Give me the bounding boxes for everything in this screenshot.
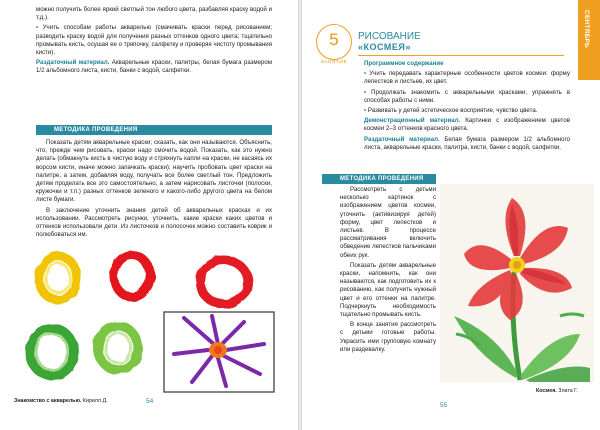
method-paragraph-2: В заключение уточнить знания детей об акварельных красках и их использовании. Рассмотреть рисунки, уточнить, какие краски каких цветов и оттенков использовали дети. Из листочков и полосочек можно составить коврик и полюбоваться им. — [36, 206, 272, 239]
bullet-icon: • — [364, 88, 367, 96]
method-text — [36, 139, 272, 241]
program-item — [364, 70, 570, 86]
lesson-number: 5 — [329, 30, 339, 49]
materials-label: Раздаточный материал. — [36, 59, 110, 67]
title-divider — [358, 55, 564, 56]
method-text — [340, 186, 436, 356]
rings-illustration — [12, 244, 282, 394]
program-item-text: Развивать у детей эстетическое восприятие, чувство цвета. — [367, 107, 538, 115]
program-item-text: Продолжать знакомить с акварельными красками, упражнять в способах работы с ними. — [364, 88, 570, 104]
lesson-title: РИСОВАНИЕ — [358, 31, 421, 42]
right-caption — [536, 388, 578, 394]
bullet-paragraph — [36, 24, 272, 57]
lesson-subtitle: «КОСМЕЯ» — [358, 42, 411, 52]
method-section-bar: МЕТОДИКА ПРОВЕДЕНИЯ — [36, 125, 272, 135]
method-paragraph-2: Показать детям акварельные краски, напомнить, как они называются, как подготовить их к рисованию, как получить нужный цвет и его оттенки на палитре. Подчеркнуть необходимость тщательно промывать кисть. — [340, 261, 436, 319]
program-block — [364, 60, 570, 154]
left-caption — [14, 398, 108, 404]
right-caption-author: Злата Г. — [558, 388, 578, 394]
left-caption-author: Кирилл Д. — [82, 398, 108, 404]
cosmos-flower-illustration — [440, 184, 594, 382]
program-item — [364, 89, 570, 105]
bullet-text: Учить способам работы акварелью (смачивать краски перед рисованием; разводить краску водой для получения разных оттенков одного цвета; тщательно промывать кисть, осушая ее о тряпочку, салфетку и проверяя чистоту промывания кисти). — [36, 24, 272, 57]
method-section-bar: МЕТОДИКА ПРОВЕДЕНИЯ — [322, 174, 436, 184]
artwork-rings — [12, 244, 282, 394]
lesson-label: ЗАНЯТИЕ — [320, 60, 348, 65]
demo-text: Картинки с изображением цветов космеи 2–3 оттенков красного цвета. — [364, 117, 570, 133]
right-page-number: 55 — [440, 402, 448, 409]
program-item-text: Учить передавать характерные особенности цветов космеи: форму лепестков и листьев, их цвет. — [364, 70, 570, 86]
cosmos-painting — [440, 184, 594, 382]
bullet-icon: • — [364, 107, 367, 115]
handout-paragraph — [364, 136, 570, 152]
left-caption-title: Знакомство с акварелью. — [14, 398, 82, 404]
month-side-tab-label: СЕНТЯБРЬ — [583, 10, 590, 49]
handout-label: Раздаточный материал. — [364, 135, 440, 143]
handout-text: Белая бумага размером 1/2 альбомного листа, акварельные краски, палитра, кисти, банки с водой, салфетки. — [364, 135, 570, 151]
method-paragraph-3: В конце занятия рассмотреть с детьми готовые работы. Украсить ими групповую комнату или раздевалку. — [340, 321, 436, 353]
purple-sun-drawing — [164, 312, 274, 392]
method-paragraph-1: Показать детям акварельные краски; сказать, как они называются. Объяснить, что, прежде чем рисовать, краски надо смочить водой. Показать, как это нужно делать (обмакнуть кисть в чистую воду и стряхнуть капли на краски, не касаясь их ворсом кисти, иначе можно запачкать краски); научить пробовать цвет краски на палитре, а затем, добавляя воду, получать все более светлый тон. Предложить детям проделать все это самостоятельно, а затем нарисовать листочки (полоски, кружочки и т.п.) разных оттенков зеленого и какого-либо другого цвета на белом листе бумаги. — [36, 139, 272, 204]
left-page — [0, 0, 298, 430]
intro-text — [36, 6, 272, 78]
left-page-number: 54 — [146, 398, 154, 405]
materials-text: Акварельные краски, палитры, белая бумага размером 1/2 альбомного листа, кисти, банки с водой, салфетки. — [36, 59, 272, 75]
lesson-number-badge — [316, 24, 352, 60]
month-side-tab — [578, 0, 600, 80]
bullet-icon: • — [364, 70, 367, 78]
demo-label: Демонстрационный материал. — [364, 117, 461, 125]
intro-paragraph: можно получить более яркий светлый тон любого цвета, разбавляя краску водой и т.д.). — [36, 6, 272, 22]
right-caption-title: Космея. — [536, 388, 557, 394]
materials-paragraph — [36, 59, 272, 75]
bullet-icon: • — [36, 24, 39, 32]
program-header: Программное содержание — [364, 60, 444, 67]
method-paragraph-1: Рассмотреть с детьми несколько картинок с изображением цветов космеи, уточнить (активизируя детей) форму, цвет лепестков и листьев. В процессе рассматривания включить обведение лепестков пальчиками обеих рук. — [340, 186, 436, 259]
demo-paragraph — [364, 117, 570, 133]
program-item — [364, 107, 570, 115]
right-page — [302, 0, 600, 430]
